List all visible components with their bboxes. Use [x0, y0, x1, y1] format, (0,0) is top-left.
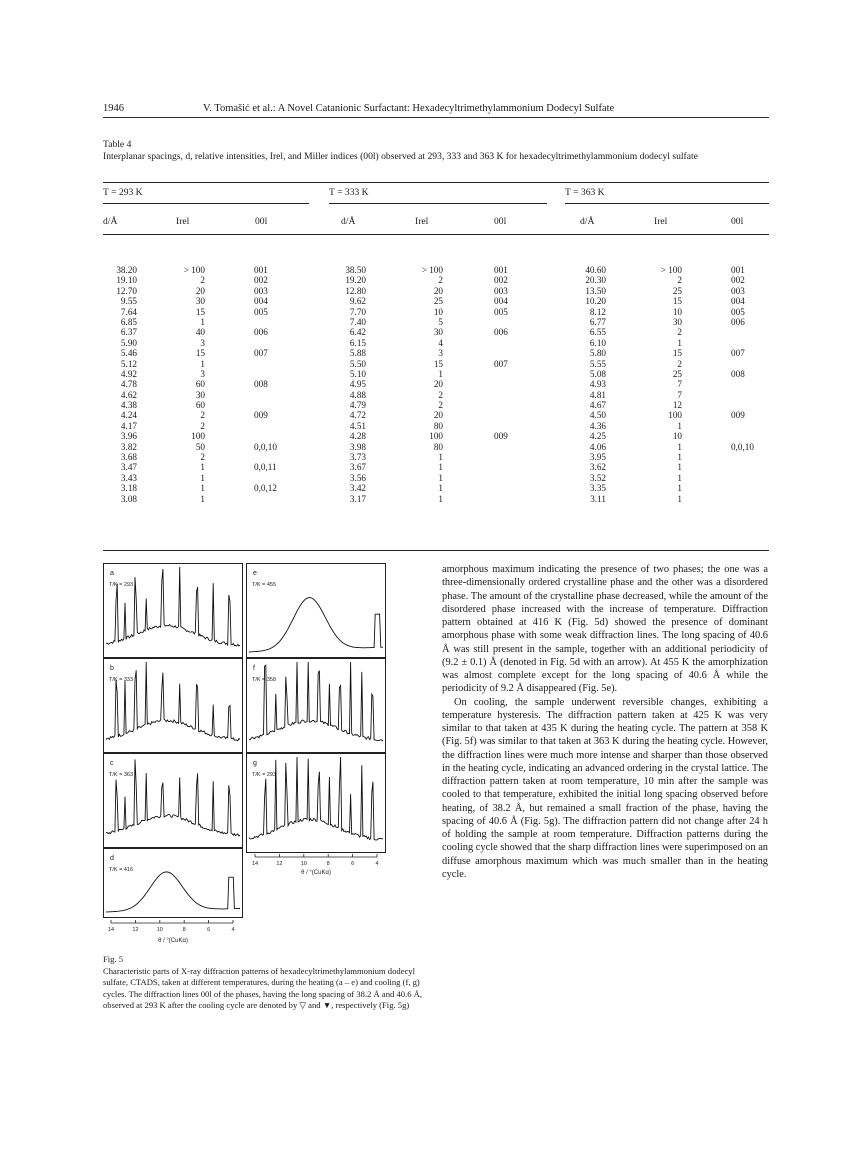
panel-letter: f	[253, 665, 255, 672]
table-cell: 30	[433, 327, 443, 338]
table-cell: 008	[731, 368, 745, 379]
table-cell: 3.67	[349, 462, 366, 473]
table-cell	[731, 473, 771, 483]
table-cell: 8.12	[589, 306, 606, 317]
table-cell: 003	[731, 285, 745, 296]
group-rule-293	[103, 203, 309, 204]
table-cell: 6.37	[120, 327, 137, 338]
figure-panel-frame	[104, 754, 243, 848]
table-cell: > 100	[421, 265, 443, 275]
table-cell: 1	[677, 493, 682, 504]
group-rule-363	[565, 203, 769, 204]
table-cell: 1	[677, 472, 682, 483]
table-cell	[494, 348, 544, 358]
table-cell: 6.10	[589, 337, 606, 348]
col-header-irel-333: Irel	[415, 216, 429, 227]
table-cell	[731, 327, 771, 337]
table-cell: 3.82	[120, 441, 137, 452]
table-cell	[254, 452, 304, 462]
diffraction-curve	[249, 662, 383, 741]
table-cell: 7	[677, 379, 682, 390]
table-cell: 15	[433, 358, 443, 369]
table-cell	[731, 400, 771, 410]
table-cell: 009	[731, 410, 745, 421]
table-cell: 3.68	[120, 452, 137, 463]
table-cell: 100	[429, 431, 443, 442]
table-cell	[494, 421, 544, 431]
panel-letter: b	[110, 665, 114, 672]
table-cell: 4.78	[120, 379, 137, 390]
table-cell: 2	[677, 358, 682, 369]
table-cell: 20.30	[585, 275, 606, 286]
table-cell: 15	[672, 348, 682, 359]
table-cell: 5.88	[349, 348, 366, 359]
table-cell: 4.28	[349, 431, 366, 442]
table-cell: > 100	[183, 265, 205, 275]
table-cell: 004	[731, 296, 745, 307]
table-cell	[254, 473, 304, 483]
table-cell	[254, 359, 304, 369]
table-cell: 19.10	[116, 275, 137, 286]
x-tick-label: 4	[375, 861, 379, 867]
table-cell: 20	[433, 379, 443, 390]
table-cell: 7	[677, 389, 682, 400]
table-cell: 3.43	[120, 472, 137, 483]
table-cell: 4.51	[349, 420, 366, 431]
table-cell	[731, 483, 771, 493]
table-cell: 002	[254, 275, 268, 286]
table-cell: 003	[494, 285, 508, 296]
table-cell	[494, 379, 544, 389]
table-cell: 12.80	[345, 285, 366, 296]
table-cell	[731, 390, 771, 400]
table-cell: 1	[677, 337, 682, 348]
table-cell: 25	[672, 368, 682, 379]
table-cell: 1	[438, 483, 443, 494]
table-cell	[731, 452, 771, 462]
x-tick-label: 12	[132, 927, 139, 933]
x-tick-label: 10	[156, 927, 163, 933]
col-header-hkl-363: 00l	[731, 216, 744, 227]
table-cell: 15	[195, 306, 205, 317]
table-cell	[254, 494, 304, 504]
table-caption-block	[103, 139, 769, 162]
panel-temperature: T/K = 293	[109, 582, 134, 588]
table-cell: 6.15	[349, 337, 366, 348]
col-header-irel-293: Irel	[176, 216, 190, 227]
panel-letter: a	[110, 570, 114, 577]
table-cell: 0,0,10	[254, 441, 277, 452]
table-cell: 4.36	[589, 420, 606, 431]
table-cell	[254, 317, 304, 327]
table-cell: 1	[200, 472, 205, 483]
table-cell: 100	[191, 431, 205, 442]
table-cell: 002	[494, 275, 508, 286]
figure-caption: Characteristic parts of X-ray diffraction patterns of hexadecyltrimethylammonium dodecyl sulfate, CTADS, taken at different temperatures, during the heating (a – e) and cooling (f, g) cycles. The diffraction lines 00l of the phases, having the long spacing of 38.2 Å and 40.6 Å, observed at 293 K after the cooling cycle are denoted by ▽ and ▼, respectively (Fig. 5g)	[103, 965, 423, 1010]
panel-letter: e	[253, 570, 257, 577]
table-cell: 1	[677, 420, 682, 431]
table-cell: 20	[433, 285, 443, 296]
table-cell: 12.70	[116, 285, 137, 296]
column-d-333	[329, 265, 366, 504]
table-cell: 005	[494, 306, 508, 317]
group-rule-333	[329, 203, 547, 204]
panel-temperature: T/K = 333	[109, 677, 134, 683]
table-cell: 007	[731, 348, 745, 359]
table-cell: 4.38	[120, 400, 137, 411]
table-cell: 4.17	[120, 420, 137, 431]
table-cell: 2	[200, 452, 205, 463]
table-cell: 4.72	[349, 410, 366, 421]
table-cell: 60	[195, 379, 205, 390]
table-cell: 008	[254, 379, 268, 390]
column-d-293	[103, 265, 137, 504]
page-number: 1946	[103, 103, 124, 114]
table-cell: 3.08	[120, 493, 137, 504]
table-cell: 30	[672, 316, 682, 327]
table-cell: 3.52	[589, 472, 606, 483]
table-cell: 004	[254, 296, 268, 307]
table-cell: 4.88	[349, 389, 366, 400]
table-cell: 2	[677, 275, 682, 286]
body-paragraph-2: On cooling, the sample underwent reversible changes, exhibiting a temperature hysteresis. The diffraction pattern taken at 425 K was very similar to that taken at 435 K during the heating cycle. The pattern at 358 K (Fig. 5f) was similar to that taken at 363 K during the heating cycle. However, the diffraction lines were much more intense and sharper than those observed in the heating cycle, indicating an advanced ordering in the crystal lattice. The diffraction pattern taken at room temperature, 10 min after the sample was cooled to that temperature, exhibited the initial long spacing observed before heating, of 38.2 Å, but remained a small fraction of the phase, having the spacing of 40.6 Å (Fig. 5g). The diffraction pattern did not change after 24 h of holding the sample at room temperature. Diffraction patterns during the cooling cycle showed that the sharp diffraction lines were superimposed on an diffuse amorphous maximum which was much smaller than in the heating cycle.	[442, 696, 768, 880]
table-cell: 007	[494, 358, 508, 369]
table-cell: 5.08	[589, 368, 606, 379]
table-cell: 7.70	[349, 306, 366, 317]
table-cell	[494, 410, 544, 420]
table-cell: 25	[433, 296, 443, 307]
diffraction-curve	[249, 757, 383, 840]
column-hkl-363	[731, 265, 771, 504]
table-cell	[494, 462, 544, 472]
table-cell: 6.85	[120, 316, 137, 327]
x-tick-label: 4	[231, 927, 235, 933]
diffraction-curve	[106, 872, 240, 912]
panel-temperature: T/K = 363	[109, 772, 134, 778]
column-hkl-293	[254, 265, 304, 504]
table-cell: 2	[438, 389, 443, 400]
table-cell	[731, 379, 771, 389]
xrd-pattern-panels	[103, 563, 386, 948]
panel-letter: g	[253, 760, 257, 767]
table-cell	[731, 338, 771, 348]
table-cell: 3	[200, 337, 205, 348]
table-cell: 1	[200, 316, 205, 327]
table-cell: 005	[731, 306, 745, 317]
table-cell: 001	[494, 265, 508, 275]
table-cell: 006	[494, 327, 508, 338]
table-cell: 1	[677, 483, 682, 494]
x-tick-label: 10	[300, 861, 307, 867]
table-cell: 3.56	[349, 472, 366, 483]
table-cell: 3.17	[349, 493, 366, 504]
table-cell: 5.10	[349, 368, 366, 379]
table-cell: 38.50	[345, 265, 366, 275]
table-cell: 80	[433, 420, 443, 431]
table-cell: 38.20	[116, 265, 137, 275]
table-cell: 4	[438, 337, 443, 348]
table-cell: 1	[200, 493, 205, 504]
table-cell: 0,0,11	[254, 462, 277, 473]
table-cell: 30	[195, 389, 205, 400]
col-header-hkl-333: 00l	[494, 216, 507, 227]
table-cell: 004	[494, 296, 508, 307]
table-cell: 4.79	[349, 400, 366, 411]
table-cell: 001	[254, 265, 268, 275]
table-cell: 001	[731, 265, 745, 275]
table-cell: 1	[438, 368, 443, 379]
table-cell: 1	[200, 462, 205, 473]
table-cell: 002	[731, 275, 745, 286]
table-cell: 4.81	[589, 389, 606, 400]
table-cell: 6.55	[589, 327, 606, 338]
table-cell: 2	[200, 420, 205, 431]
table-cell	[254, 431, 304, 441]
table-cell: 2	[438, 275, 443, 286]
table-cell: 4.06	[589, 441, 606, 452]
table-cell: 1	[677, 462, 682, 473]
table-cell: 7.40	[349, 316, 366, 327]
table-cell: 3	[200, 368, 205, 379]
table-cell: 5.50	[349, 358, 366, 369]
table-cell: > 100	[660, 265, 682, 275]
table-cell: 003	[254, 285, 268, 296]
table-bottom-rule	[103, 550, 769, 551]
table-cell: 1	[438, 472, 443, 483]
table-cell: 1	[677, 441, 682, 452]
table-cell: 25	[672, 285, 682, 296]
table-cell: 2	[677, 327, 682, 338]
col-header-d-363: d/Å	[580, 216, 595, 227]
table-cell	[254, 421, 304, 431]
table-cell: 006	[731, 316, 745, 327]
table-cell: 006	[254, 327, 268, 338]
table-cell	[731, 431, 771, 441]
table-cell: 60	[195, 400, 205, 411]
table-cell: 1	[438, 452, 443, 463]
table-cell	[494, 390, 544, 400]
table-cell	[494, 494, 544, 504]
table-cell	[494, 317, 544, 327]
running-header	[103, 101, 769, 117]
body-paragraph-1: amorphous maximum indicating the presence of two phases; the one was a three-dimensionally ordered crystalline phase and the other was a disordered phase. The amount of the crystalline phase decreased, while the amount of the disordered phase increased with the increase of temperature. Diffraction pattern obtained at 416 K (Fig. 5d) showed the presence of dominant amorphous phase with some weak diffraction lines. The long spacing of 40.6 Å was still present in the sample, together with an additional periodicity of (9.2 ± 0.1) Å (denoted in Fig. 5d with an arrow). At 455 K the amorphization was almost complete except for the long spacing of 40.6 Å while the periodicity of 9.2 Å disappeared (Fig. 5e).	[442, 564, 768, 695]
table-cell: 1	[438, 493, 443, 504]
table-cell: 0,0,12	[254, 483, 277, 494]
table-cell: 3.47	[120, 462, 137, 473]
table-cell	[494, 452, 544, 462]
table-cell: 1	[200, 483, 205, 494]
table-head-rule	[103, 234, 769, 235]
table-cell: 6.42	[349, 327, 366, 338]
table-cell: 4.62	[120, 389, 137, 400]
table-cell	[731, 462, 771, 472]
figure-caption-block	[103, 954, 431, 1012]
table-cell	[731, 421, 771, 431]
table-cell: 4.67	[589, 400, 606, 411]
table-cell: 40	[195, 327, 205, 338]
table-cell	[731, 359, 771, 369]
table-cell: 5	[438, 316, 443, 327]
panel-temperature: T/K = 455	[252, 582, 277, 588]
column-d-363	[569, 265, 606, 504]
panel-letter: c	[110, 760, 114, 767]
diffraction-curve	[106, 662, 240, 741]
table-cell: 4.95	[349, 379, 366, 390]
table-cell: 5.55	[589, 358, 606, 369]
x-axis-label-right: θ / °(CuKα)	[301, 870, 331, 876]
x-tick-label: 14	[107, 927, 115, 933]
table-cell	[494, 338, 544, 348]
panel-temperature: T/K = 358	[252, 677, 277, 683]
table-cell	[494, 483, 544, 493]
table-cell: 2	[438, 400, 443, 411]
table-cell	[494, 400, 544, 410]
panel-temperature: T/K = 416	[109, 867, 134, 873]
table-cell: 3.11	[590, 493, 606, 504]
header-rule	[103, 117, 769, 118]
figure-panel-frame	[104, 849, 243, 918]
column-irel-363	[642, 265, 682, 504]
table-cell: 10	[672, 431, 682, 442]
diffraction-curve	[106, 759, 240, 836]
table-cell: 50	[195, 441, 205, 452]
table-cell: 009	[254, 410, 268, 421]
table-cell: 1	[677, 452, 682, 463]
table-cell: 9.55	[120, 296, 137, 307]
table-label: Table 4	[103, 139, 132, 150]
table-cell	[254, 338, 304, 348]
table-cell: 5.90	[120, 337, 137, 348]
panel-temperature: T/K = 293	[252, 772, 277, 778]
table-cell: 20	[195, 285, 205, 296]
running-title: V. Tomašić et al.: A Novel Catanionic Surfactant: Hexadecyltrimethylammonium Dodecyl Sulfate	[203, 103, 615, 114]
table-cell: 7.64	[120, 306, 137, 317]
table-cell: 1	[200, 358, 205, 369]
table-cell: 2	[200, 275, 205, 286]
table-cell: 0,0,10	[731, 441, 754, 452]
table-cell: 10	[433, 306, 443, 317]
table-cell	[254, 390, 304, 400]
table-cell: 4.24	[120, 410, 137, 421]
table-cell: 1	[438, 462, 443, 473]
table-cell: 2	[200, 410, 205, 421]
figure-panel-frame	[247, 754, 386, 853]
body-text	[442, 563, 768, 881]
col-header-d-293: d/Å	[103, 216, 118, 227]
table-cell: 100	[668, 410, 682, 421]
table-cell: 19.20	[345, 275, 366, 286]
table-cell	[494, 369, 544, 379]
table-cell: 10.20	[585, 296, 606, 307]
table-cell	[254, 400, 304, 410]
table-cell: 4.93	[589, 379, 606, 390]
table-cell: 12	[672, 400, 682, 411]
column-hkl-333	[494, 265, 544, 504]
table-cell: 5.80	[589, 348, 606, 359]
table-cell	[731, 494, 771, 504]
diffraction-curve	[249, 598, 383, 652]
table-caption: Interplanar spacings, d, relative intensities, Irel, and Miller indices (00l) observed at 293, 333 and 363 K for hexadecyltrimethylammonium dodecyl sulfate	[103, 150, 698, 162]
table-cell: 4.92	[120, 368, 137, 379]
table-cell: 005	[254, 306, 268, 317]
x-tick-label: 8	[182, 927, 186, 933]
table-cell: 3	[438, 348, 443, 359]
col-header-d-333: d/Å	[341, 216, 356, 227]
table-cell: 4.25	[589, 431, 606, 442]
table-cell: 13.50	[585, 285, 606, 296]
col-header-hkl-293: 00l	[255, 216, 268, 227]
diffraction-curve	[106, 567, 240, 646]
table-cell: 3.35	[589, 483, 606, 494]
table-cell: 4.50	[589, 410, 606, 421]
x-tick-label: 6	[207, 927, 211, 933]
figure-panel-frame	[247, 564, 386, 658]
panel-letter: d	[110, 855, 114, 862]
figure-panel-frame	[247, 659, 386, 753]
table-cell: 3.95	[589, 452, 606, 463]
table-cell: 15	[195, 348, 205, 359]
figure-label: Fig. 5	[103, 954, 124, 964]
table-cell: 30	[195, 296, 205, 307]
table-cell: 3.98	[349, 441, 366, 452]
group-heading-363: T = 363 K	[565, 187, 605, 198]
table-cell	[494, 473, 544, 483]
group-heading-333: T = 333 K	[329, 187, 369, 198]
x-axis-label-left: θ / °(CuKα)	[158, 938, 188, 944]
table-cell: 3.73	[349, 452, 366, 463]
table-cell: 5.12	[120, 358, 137, 369]
xrd-figure	[103, 563, 386, 948]
table-cell: 3.42	[349, 483, 366, 494]
table-cell: 20	[433, 410, 443, 421]
table-cell: 3.62	[589, 462, 606, 473]
table-cell: 3.18	[120, 483, 137, 494]
table-cell: 80	[433, 441, 443, 452]
table-cell: 5.46	[120, 348, 137, 359]
table-cell	[254, 369, 304, 379]
column-irel-333	[402, 265, 443, 504]
table-cell: 10	[672, 306, 682, 317]
table-cell: 009	[494, 431, 508, 442]
table-cell: 3.96	[120, 431, 137, 442]
table-cell: 007	[254, 348, 268, 359]
x-tick-label: 12	[276, 861, 283, 867]
column-irel-293	[165, 265, 205, 504]
table-cell	[494, 442, 544, 452]
x-tick-label: 8	[326, 861, 330, 867]
x-tick-label: 6	[351, 861, 355, 867]
col-header-irel-363: Irel	[654, 216, 668, 227]
table-cell: 15	[672, 296, 682, 307]
table-cell: 6.77	[589, 316, 606, 327]
group-heading-293: T = 293 K	[103, 187, 143, 198]
x-tick-label: 14	[251, 861, 259, 867]
table-top-rule	[103, 182, 769, 183]
table-cell: 40.60	[585, 265, 606, 275]
table-cell: 9.62	[349, 296, 366, 307]
